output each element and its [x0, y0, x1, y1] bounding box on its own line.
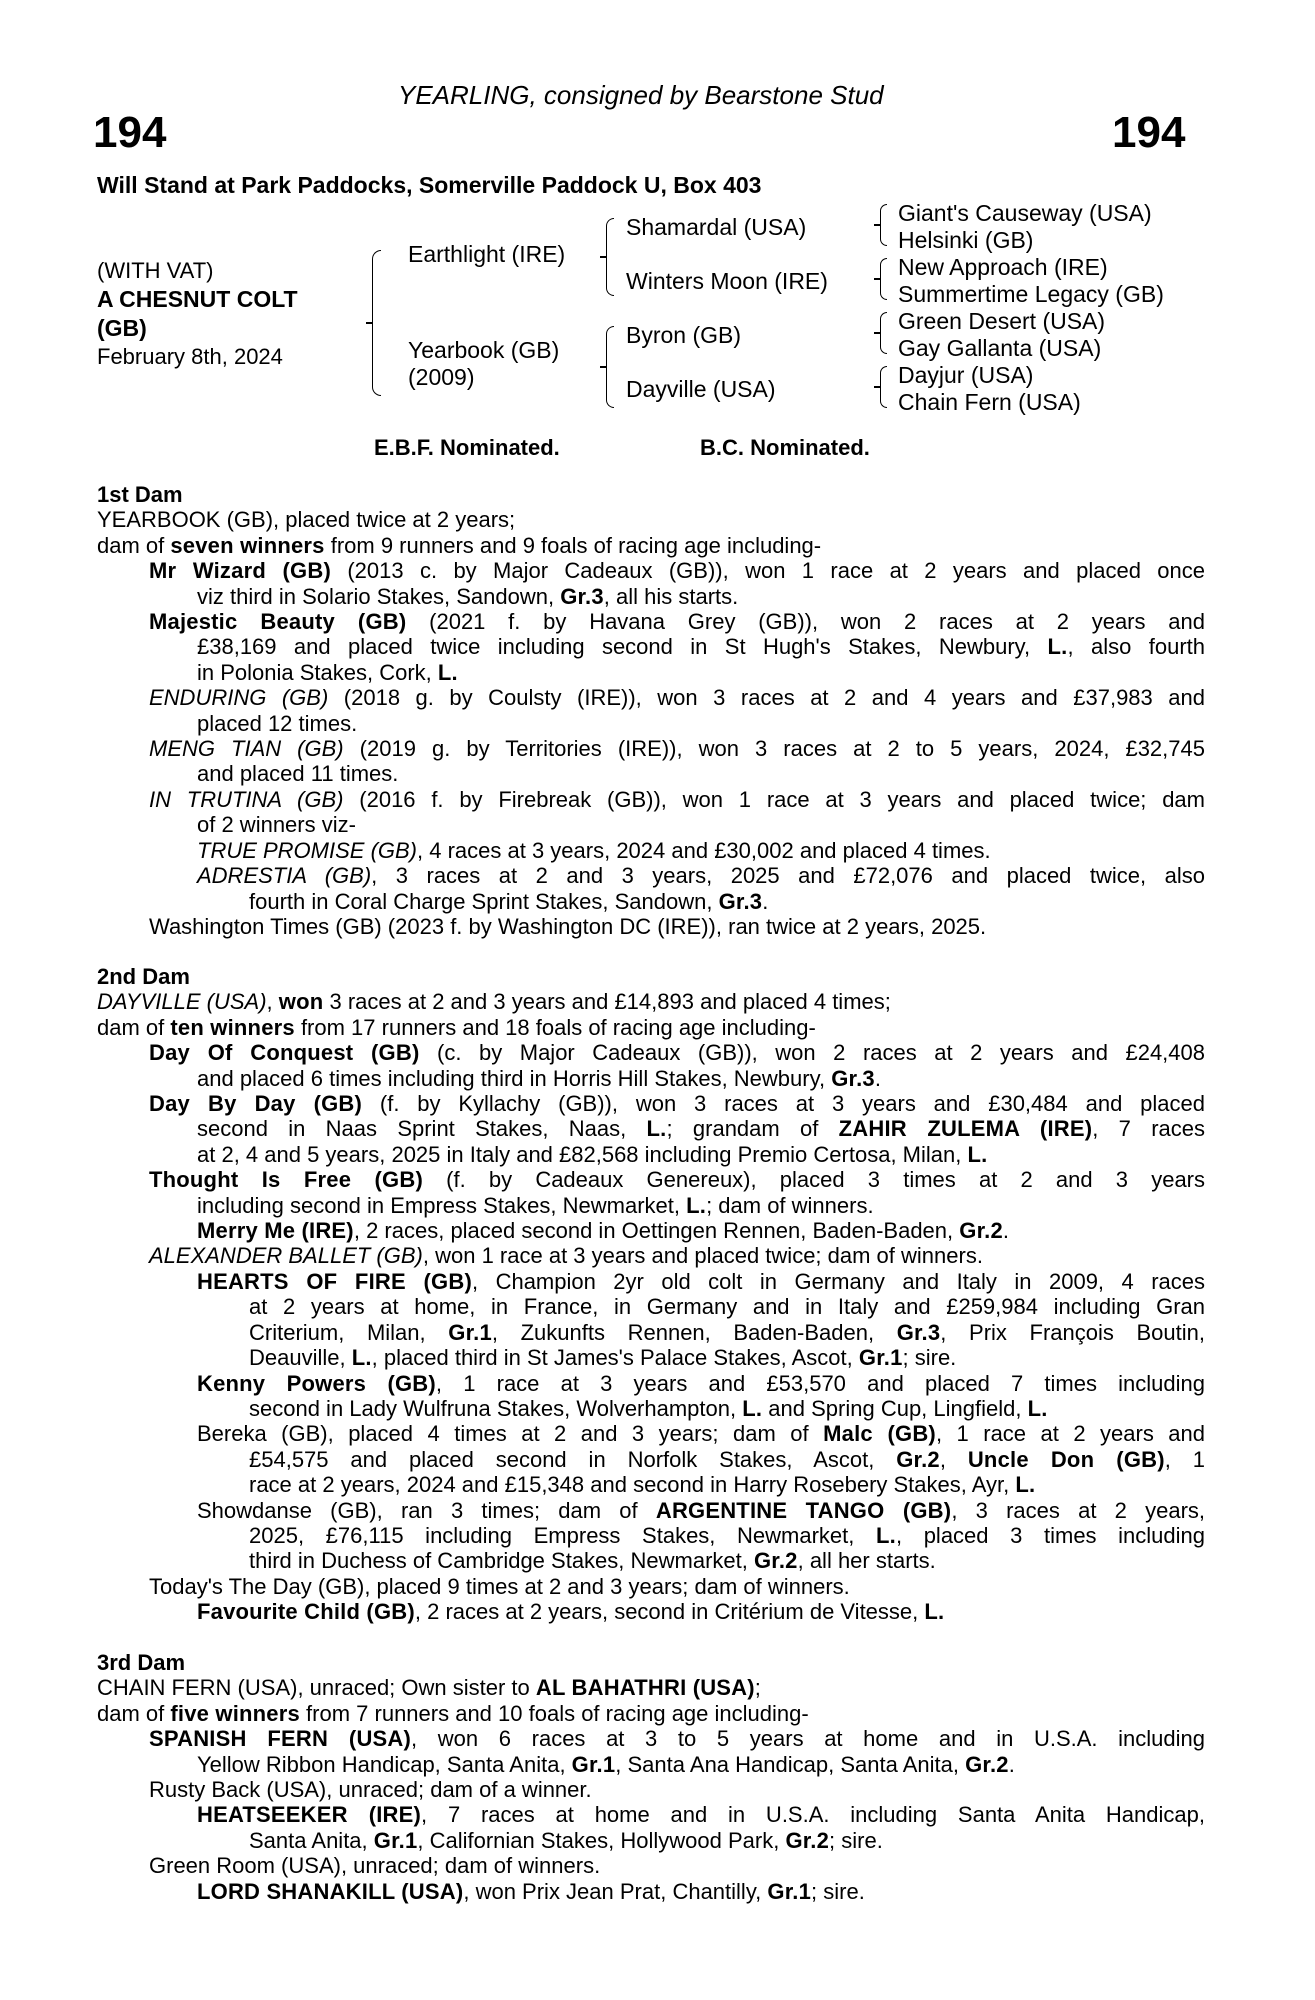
second-dam-section — [97, 964, 1205, 1625]
pedigree-brace — [880, 366, 887, 408]
text-line: ENDURING (GB) (2018 g. by Coulsty (IRE)), won 3 races at 2 and 4 years and £37,983 and — [149, 685, 1205, 711]
pedigree-brace — [880, 258, 887, 300]
text-line: Thought Is Free (GB) (f. by Cadeaux Genereux), placed 3 times at 2 and 3 years — [149, 1167, 1206, 1193]
pedigree-dss: Green Desert (USA) — [898, 308, 1106, 334]
pedigree-sire: Earthlight (IRE) — [408, 241, 566, 267]
text-line: Kenny Powers (GB), 1 race at 3 years and £53,570 and placed 7 times including — [197, 1370, 1205, 1396]
text-line: IN TRUTINA (GB) (2016 f. by Firebreak (GB)), won 1 race at 3 years and placed twice; dam — [149, 786, 1205, 812]
pedigree-dsd: Gay Gallanta (USA) — [898, 335, 1102, 361]
text-line: Washington Times (GB) (2023 f. by Washington DC (IRE)), ran twice at 2 years, 2025. — [149, 913, 987, 939]
text-line: and placed 6 times including third in Horris Hill Stakes, Newbury, Gr.3. — [197, 1065, 881, 1091]
text-line: Favourite Child (GB), 2 races at 2 years, second in Critérium de Vitesse, L. — [197, 1599, 945, 1625]
first-dam-heading: 1st Dam — [97, 482, 183, 507]
text-line: Green Room (USA), unraced; dam of winners. — [149, 1853, 601, 1879]
text-line: ALEXANDER BALLET (GB), won 1 race at 3 years and placed twice; dam of winners. — [149, 1243, 983, 1269]
pedigree-sss: Giant's Causeway (USA) — [898, 200, 1152, 226]
text-line: second in Lady Wulfruna Stakes, Wolverhampton, L. and Spring Cup, Lingfield, L. — [249, 1395, 1048, 1421]
horse-info — [97, 257, 298, 371]
text-line: at 2, 4 and 5 years, 2025 in Italy and £82,568 including Premio Certosa, Milan, L. — [197, 1141, 988, 1167]
text-line: and placed 11 times. — [197, 761, 399, 787]
text-line: HEATSEEKER (IRE), 7 races at home and in U.S.A. including Santa Anita Handicap, — [197, 1802, 1205, 1828]
text-line: dam of five winners from 7 runners and 10 foals of racing age including- — [97, 1700, 809, 1726]
text-line: Bereka (GB), placed 4 times at 2 and 3 years; dam of Malc (GB), 1 race at 2 years and — [197, 1421, 1206, 1447]
pedigree-sdd: Summertime Legacy (GB) — [898, 281, 1164, 307]
text-line: dam of seven winners from 9 runners and 9 foals of racing age including- — [97, 532, 822, 558]
text-line: in Polonia Stakes, Cork, L. — [197, 659, 458, 685]
pedigree-brace — [606, 218, 614, 296]
pedigree-dam: Yearbook (GB) — [408, 337, 560, 363]
pedigree-ddd: Chain Fern (USA) — [898, 389, 1081, 415]
text-line: Deauville, L., placed third in St James's Palace Stakes, Ascot, Gr.1; sire. — [249, 1345, 957, 1371]
text-line: second in Naas Sprint Stakes, Naas, L.; grandam of ZAHIR ZULEMA (IRE), 7 races — [197, 1116, 1205, 1142]
text-line: Mr Wizard (GB) (2013 c. by Major Cadeaux (GB)), won 1 race at 2 years and placed once — [149, 558, 1205, 584]
text-line: Today's The Day (GB), placed 9 times at 2 and 3 years; dam of winners. — [149, 1573, 850, 1599]
second-dam-heading: 2nd Dam — [97, 964, 190, 989]
text-line: Criterium, Milan, Gr.1, Zukunfts Rennen, Baden-Baden, Gr.3, Prix François Boutin, — [249, 1319, 1206, 1345]
text-line: fourth in Coral Charge Sprint Stakes, Sandown, Gr.3. — [249, 888, 769, 914]
text-line: ADRESTIA (GB), 3 races at 2 and 3 years, 2025 and £72,076 and placed twice, also — [197, 863, 1206, 889]
pedigree-dam-year: (2009) — [408, 364, 475, 390]
text-line: Showdanse (GB), ran 3 times; dam of ARGENTINE TANGO (GB), 3 races at 2 years, — [197, 1497, 1206, 1523]
text-line: of 2 winners viz- — [197, 812, 356, 838]
text-line: Yellow Ribbon Handicap, Santa Anita, Gr.1, Santa Ana Handicap, Santa Anita, Gr.2. — [197, 1751, 1015, 1777]
text-line: YEARBOOK (GB), placed twice at 2 years; — [97, 507, 516, 533]
foaling-date: February 8th, 2024 — [97, 344, 283, 369]
third-dam-section — [97, 1650, 1205, 1904]
text-line: Majestic Beauty (GB) (2021 f. by Havana Grey (GB)), won 2 races at 2 years and — [149, 609, 1205, 635]
text-line: Rusty Back (USA), unraced; dam of a winner. — [149, 1777, 592, 1803]
pedigree-ds: Byron (GB) — [626, 322, 742, 348]
text-line: 2025, £76,115 including Empress Stakes, Newmarket, L., placed 3 times including — [249, 1522, 1206, 1548]
pedigree-brace — [880, 312, 887, 354]
consignment-line: YEARLING, consigned by Bearstone Stud — [398, 80, 884, 110]
text-line: viz third in Solario Stakes, Sandown, Gr.3, all his starts. — [197, 583, 739, 609]
pedigree-dds: Dayjur (USA) — [898, 362, 1034, 388]
pedigree-brace — [606, 326, 614, 408]
first-dam-section — [97, 482, 1205, 939]
text-line: dam of ten winners from 17 runners and 18 foals of racing age including- — [97, 1014, 816, 1040]
pedigree-dd: Dayville (USA) — [626, 376, 776, 402]
text-line: Santa Anita, Gr.1, Californian Stakes, Hollywood Park, Gr.2; sire. — [249, 1827, 883, 1853]
pedigree-sds: New Approach (IRE) — [898, 254, 1108, 280]
third-dam-heading: 3rd Dam — [97, 1650, 186, 1675]
text-line: SPANISH FERN (USA), won 6 races at 3 to 5 years at home and in U.S.A. including — [149, 1726, 1205, 1752]
text-line: Day Of Conquest (GB) (c. by Major Cadeaux (GB)), won 2 races at 2 years and £24,408 — [149, 1040, 1205, 1066]
location-line: Will Stand at Park Paddocks, Somerville Paddock U, Box 403 — [97, 172, 762, 198]
text-line: £38,169 and placed twice including second in St Hugh's Stakes, Newbury, L., also fourth — [197, 634, 1205, 660]
lot-number-left: 194 — [93, 108, 167, 157]
pedigree-ssd: Helsinki (GB) — [898, 227, 1034, 253]
pedigree-brace — [880, 204, 887, 246]
pedigree-sd: Winters Moon (IRE) — [626, 268, 828, 294]
text-line: CHAIN FERN (USA), unraced; Own sister to AL BAHATHRI (USA); — [97, 1675, 761, 1701]
text-line: £54,575 and placed second in Norfolk Stakes, Ascot, Gr.2, Uncle Don (GB), 1 — [249, 1446, 1205, 1472]
bc-nomination: B.C. Nominated. — [700, 435, 870, 460]
pedigree-brace — [372, 250, 381, 396]
text-line: LORD SHANAKILL (USA), won Prix Jean Prat, Chantilly, Gr.1; sire. — [197, 1878, 865, 1904]
text-line: race at 2 years, 2024 and £15,348 and second in Harry Rosebery Stakes, Ayr, L. — [249, 1472, 1036, 1498]
text-line: DAYVILLE (USA), won 3 races at 2 and 3 years and £14,893 and placed 4 times; — [97, 989, 891, 1015]
horse-country: (GB) — [97, 315, 147, 341]
text-line: placed 12 times. — [197, 710, 358, 736]
text-line: Day By Day (GB) (f. by Kyllachy (GB)), won 3 races at 3 years and £30,484 and placed — [149, 1091, 1205, 1117]
lot-number-right: 194 — [1112, 108, 1186, 157]
text-line: MENG TIAN (GB) (2019 g. by Territories (IRE)), won 3 races at 2 to 5 years, 2024, £32,745 — [149, 736, 1205, 762]
ebf-nomination: E.B.F. Nominated. — [374, 435, 560, 460]
text-line: at 2 years at home, in France, in Germany and in Italy and £259,984 including Gran — [249, 1294, 1205, 1320]
text-line: HEARTS OF FIRE (GB), Champion 2yr old colt in Germany and Italy in 2009, 4 races — [197, 1268, 1206, 1294]
text-line: Merry Me (IRE), 2 races, placed second in Oettingen Rennen, Baden-Baden, Gr.2. — [197, 1218, 1009, 1244]
text-line: TRUE PROMISE (GB), 4 races at 3 years, 2024 and £30,002 and placed 4 times. — [197, 837, 991, 863]
horse-description: A CHESNUT COLT — [97, 286, 298, 312]
vat-note: (WITH VAT) — [97, 258, 214, 283]
text-line: including second in Empress Stakes, Newmarket, L.; dam of winners. — [197, 1192, 874, 1218]
text-line: third in Duchess of Cambridge Stakes, Newmarket, Gr.2, all her starts. — [249, 1548, 936, 1574]
pedigree-ss: Shamardal (USA) — [626, 214, 807, 240]
